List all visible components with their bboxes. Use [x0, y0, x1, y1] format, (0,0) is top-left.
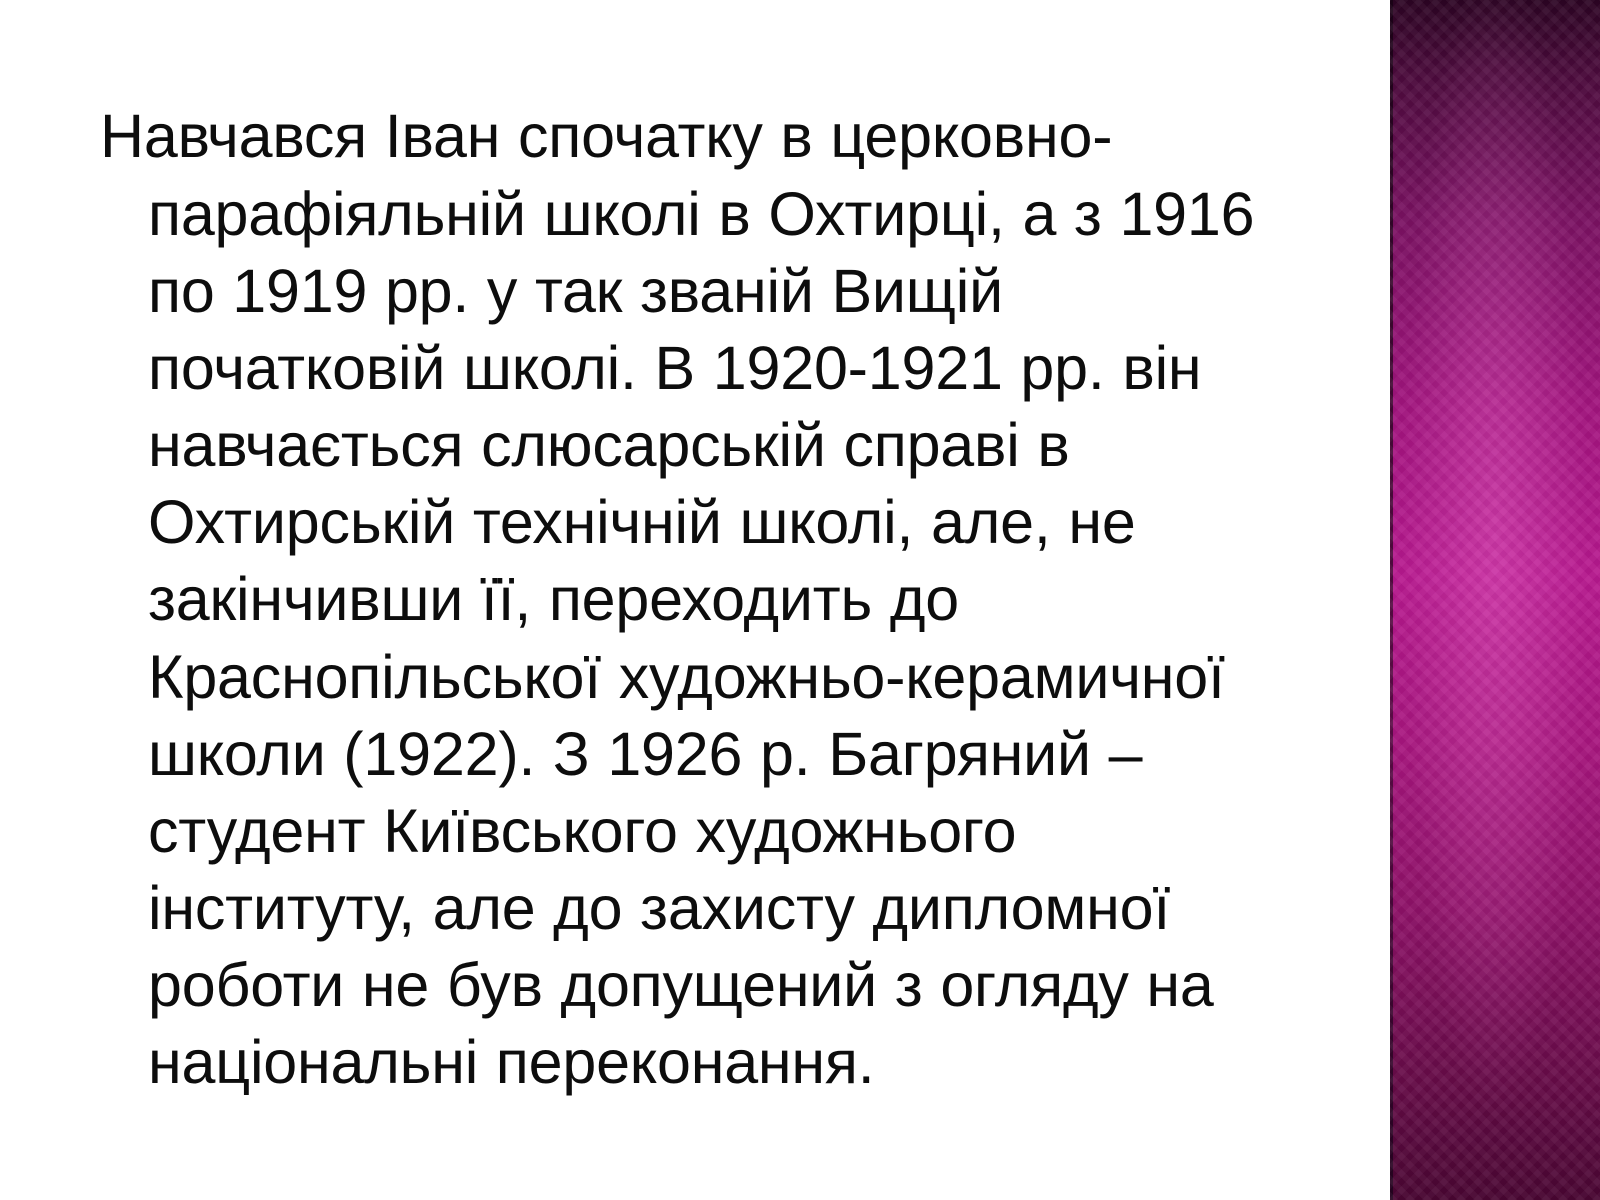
- band-glow: [1390, 0, 1600, 1200]
- decorative-right-band: [1390, 0, 1600, 1200]
- slide-body-text: Навчався Іван спочатку в церковно-парафіяльній школі в Охтирці, а з 1916 по 1919 рр. у так званій Вищій початковій школі. В 1920-1921 рр. він навчається слюсарській справі в Охтирській технічній школі, але, не закінчивши її, переходить до Краснопільської художньо-керамичної школи (1922). З 1926 р. Багряний – студент Київського художнього інституту, але до захисту дипломної роботи не був допущений з огляду на національні переконання.: [100, 102, 1255, 1097]
- band-edge-line: [1390, 0, 1393, 1200]
